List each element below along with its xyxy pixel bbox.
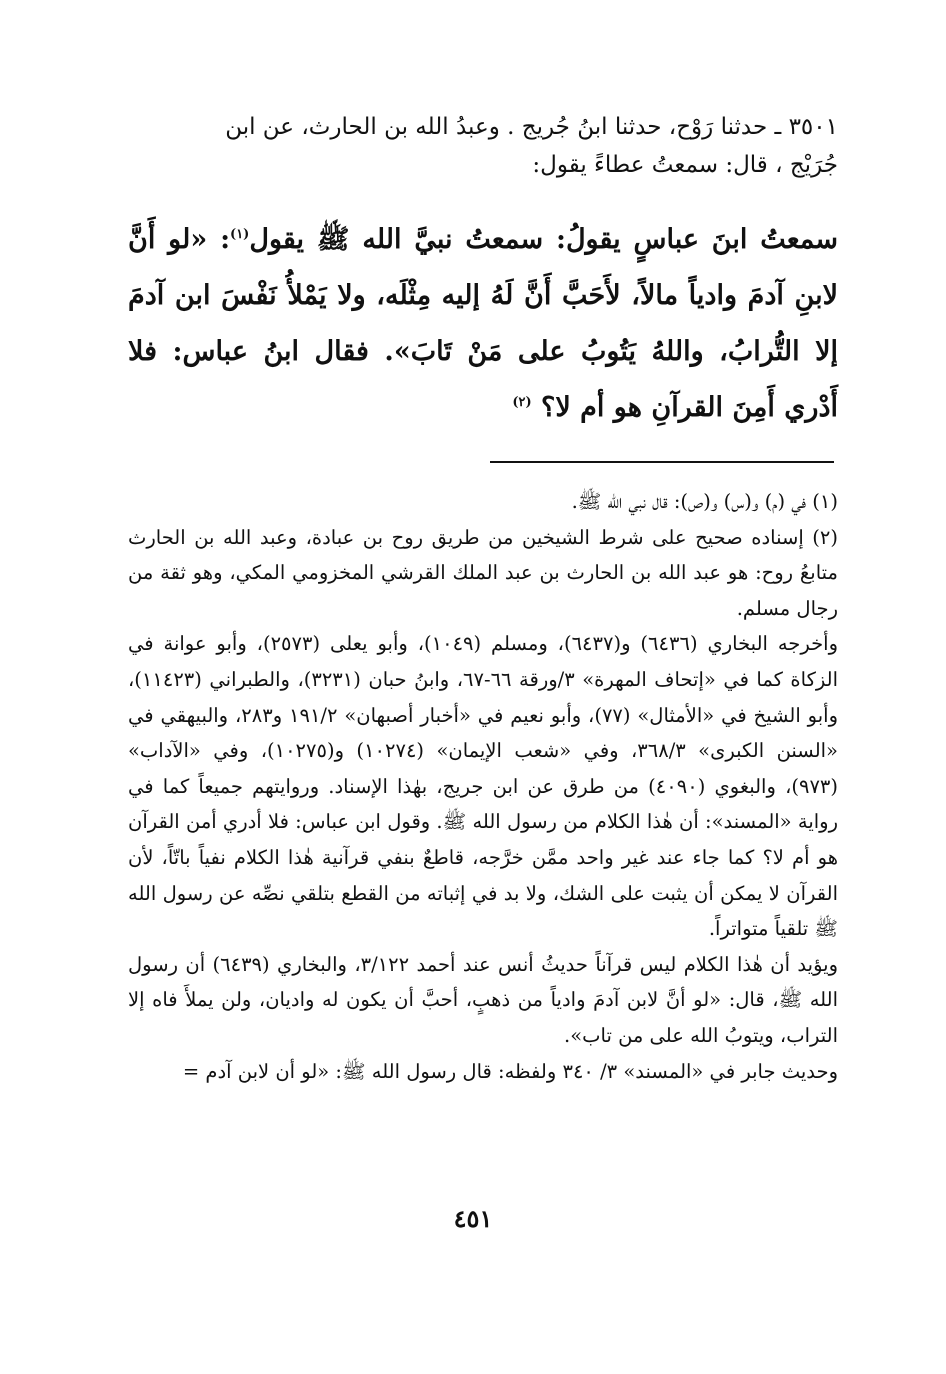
hadith-isnad: [128, 108, 838, 184]
footnote-2-para-3: ويؤيد أن هٰذا الكلام ليس قرآناً حديثُ أنس عند أحمد ٣/١٢٢، والبخاري (٦٤٣٩) أن رسول الله ﷺ، قال: «لو أنَّ لابن آدمَ وادياً من ذهبٍ، أحبَّ أن يكون له واديان، ولن يملأَ فاه إلا التراب، ويتوبُ الله على من تاب».: [128, 952, 838, 1047]
isnad-line-2: جُرَيْج ، قال: سمعتُ عطاءً يقول:: [532, 152, 838, 178]
footnote-separator: [490, 461, 834, 463]
footnote-2-para-4: وحديث جابر في «المسند» ٣/ ٣٤٠ ولفظه: قال رسول الله ﷺ: «لو أن لابن آدم =: [182, 1059, 838, 1083]
footnote-1: (١) في (م) و(س) و(ص): قال نبي الله ﷺ.: [571, 490, 838, 513]
matn-text-1: سمعتُ ابنَ عباسٍ يقولُ: سمعتُ نبيَّ الله ﷺ يقول: [249, 224, 838, 255]
footnote-2-para-2: وأخرجه البخاري (٦٤٣٦) و(٦٤٣٧)، ومسلم (١٠٤٩)، وأبو يعلى (٢٥٧٣)، وأبو عوانة في الزكاة كما في «إتحاف المهرة» ٣/ورقة ٦٦-٦٧، وابنُ حبان (٣٢٣١)، والطبراني (١١٤٢٣)، وأبو الشيخ في «الأمثال» (٧٧)، وأبو نعيم في «أخبار أصبهان» ١٩١/٢ و٢٨٣، والبيهقي في «السنن الكبرى» ٣٦٨/٣، وفي «شعب الإيمان» (١٠٢٧٤) و(١٠٢٧٥)، وفي «الآداب» (٩٧٣)، والبغوي (٤٠٩٠) من طرق عن ابن جريج، بهٰذا الإسناد. وروايتهم جميعاً كما في رواية «المسند»: أن هٰذا الكلام من رسول الله ﷺ. وقول ابن عباس: فلا أدري أمن القرآن هو أم لا؟ كما جاء عند غير واحد ممَّن خرَّجه، قاطعٌ بنفي قرآنية هٰذا الكلام نفياً باتّاً، لأن القرآن لا يمكن أن يثبت على الشك، ولا بد في إثباته من القطع بتلقي نصِّه عن رسول الله ﷺ تلقياً متواتراً.: [128, 632, 839, 941]
footnote-2-para-1: (٢) إسناده صحيح على شرط الشيخين من طريق روح بن عبادة، وعبد الله بن الحارث متابعُ روح: هو عبد الله بن الحارث بن عبد الملك القرشي المخزومي المكي، وهو ثقة من رجال مسلم.: [128, 525, 838, 620]
footnotes-section: [128, 484, 838, 1089]
footnote-ref-2: (٢): [512, 395, 532, 410]
footnote-ref-1: (١): [230, 227, 250, 242]
hadith-matn: [128, 212, 838, 436]
page-number: ٤٥١: [453, 1204, 493, 1233]
isnad-line-1: ٣٥٠١ ـ حدثنا رَوْح، حدثنا ابنُ جُريج . وعبدُ الله بن الحارث، عن ابن: [225, 114, 838, 140]
matn-text-2: : «لو أَنَّ لابنِ آدمَ وادياً مالاً، لأَحَبَّ أَنَّ لَهُ إليه مِثْلَه، ولا يَمْلأُ نَفْسَ ابن آدمَ إلا التُّرابُ، واللهُ يَتُوبُ على مَنْ تَابَ». فقال ابنُ عباس: فلا أَدْري أَمِنَ القرآنِ هو أم لا؟: [128, 224, 838, 423]
